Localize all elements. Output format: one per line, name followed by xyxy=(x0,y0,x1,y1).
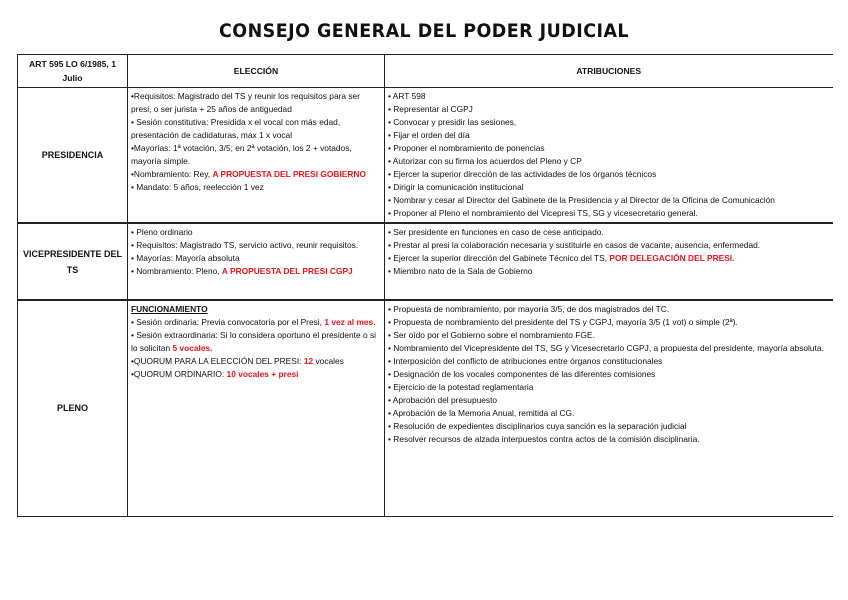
header-article: ART 595 LO 6/1985, 1 Julio xyxy=(18,55,128,88)
list-item xyxy=(388,155,830,168)
list-item xyxy=(388,103,830,116)
highlighted-text: A PROPUESTA DEL PRESI CGPJ xyxy=(221,266,353,276)
item-text: • Convocar y presidir las sesiones, xyxy=(388,117,517,127)
list-item xyxy=(388,116,830,129)
header-row xyxy=(18,55,833,88)
eleccion-cell xyxy=(128,300,385,516)
highlighted-text: 5 vocales. xyxy=(172,343,213,353)
highlighted-text: 12 xyxy=(303,356,314,366)
item-text: • Sesión constitutiva: Presidida x el vocal con más edad, presentación de cadidaturas, max 1 x vocal xyxy=(131,117,341,140)
item-text: • Ejercer la superior dirección de las actividades de los órganos técnicos xyxy=(388,169,657,179)
item-text: • Interposición del conflicto de atribuciones entre órganos constitucionales xyxy=(388,356,663,366)
item-text: vocales xyxy=(313,356,344,366)
item-text: • Mandato: 5 años, reelección 1 vez xyxy=(131,182,264,192)
list-item xyxy=(388,207,830,220)
list-item xyxy=(388,129,830,142)
item-text: • Sesión ordinaria: Previa convocatoria por el Presi, xyxy=(131,317,325,327)
list-item xyxy=(388,381,830,394)
list-item xyxy=(131,239,381,252)
list-item xyxy=(388,181,830,194)
list-item xyxy=(388,420,830,433)
atribuciones-cell xyxy=(385,223,833,300)
highlighted-text: 1 vez al mes. xyxy=(324,317,376,327)
list-item xyxy=(131,316,381,329)
item-text: • Ser presidente en funciones en caso de cese anticipado. xyxy=(388,227,604,237)
item-text: • Pleno ordinario xyxy=(131,227,193,237)
list-item xyxy=(388,342,830,355)
item-text: • Representar al CGPJ xyxy=(388,104,473,114)
list-item xyxy=(131,355,381,368)
list-item xyxy=(388,252,830,265)
list-item xyxy=(388,226,830,239)
header-atribuciones: ATRIBUCIONES xyxy=(385,55,833,88)
list-item xyxy=(388,355,830,368)
list-item xyxy=(131,168,381,181)
list-item xyxy=(131,226,381,239)
list-item xyxy=(131,252,381,265)
item-text: •Requisitos: Magistrado del TS y reunir los requisitos para ser presi, o ser jurista + 25 años de antiguedad xyxy=(131,91,361,114)
item-text: • Aprobación del presupuesto xyxy=(388,395,498,405)
item-text: • Mayorías: Mayoría absoluta xyxy=(131,253,240,263)
item-text: • Propuesta de nombramiento, por mayoría 3/5, de dos magistrados del TC. xyxy=(388,304,670,314)
highlighted-text: 10 vocales + presi xyxy=(226,369,299,379)
row-label: PLENO xyxy=(18,300,128,516)
item-text: •QUORUM PARA LA ELECCIÓN DEL PRESI: xyxy=(131,356,304,366)
item-text: • Fijar el orden del día xyxy=(388,130,470,140)
list-item xyxy=(388,368,830,381)
list-item xyxy=(131,303,381,316)
list-item xyxy=(131,181,381,194)
list-item xyxy=(388,394,830,407)
list-item xyxy=(388,168,830,181)
eleccion-cell xyxy=(128,223,385,300)
row-label: VICEPRESIDENTE DEL TS xyxy=(18,223,128,300)
section-heading: FUNCIONAMIENTO xyxy=(131,304,208,314)
item-text: • Nombrar y cesar al Director del Gabinete de la Presidencia y al Director de la Oficina de Comunicación xyxy=(388,195,775,205)
item-text: • Propuesta de nombramiento del presidente del TS y CGPJ, mayoría 3/5 (1 vot) o simple (2ª). xyxy=(388,317,738,327)
item-text: • Resolución de expedientes disciplinarios cuya sanción es la separación judicial xyxy=(388,421,687,431)
atribuciones-cell xyxy=(385,300,833,516)
row-label: PRESIDENCIA xyxy=(18,88,128,224)
item-text: • Ejercer la superior dirección del Gabinete Técnico del TS, xyxy=(388,253,610,263)
list-item xyxy=(388,303,830,316)
item-text: •Nombramiento: Rey, xyxy=(131,169,213,179)
item-text: • Proponer el nombramiento de ponencias xyxy=(388,143,545,153)
list-item xyxy=(388,433,830,446)
highlighted-text: POR DELEGACIÓN DEL PRESI. xyxy=(609,253,735,263)
list-item xyxy=(131,90,381,116)
list-item xyxy=(388,90,830,103)
highlighted-text: A PROPUESTA DEL PRESI GOBIERNO xyxy=(212,169,366,179)
list-item xyxy=(131,142,381,168)
item-text: • Dirigir la comunicación institucional xyxy=(388,182,524,192)
eleccion-cell xyxy=(128,88,385,224)
item-text: • Prestar al presi la colaboración necesaria y sustituirle en casos de vacante, ausencia, enfermedad. xyxy=(388,240,761,250)
item-text: • Sesión extraordinaria: Si lo considera oportuno el presidente o si lo solicitan xyxy=(131,330,377,353)
item-text: • Resolver recursos de alzada interpuestos contra actos de la comisión disciplinaria. xyxy=(388,434,700,444)
item-text: • ART 598 xyxy=(388,91,426,101)
item-text: •QUORUM ORDINARIO: xyxy=(131,369,227,379)
list-item xyxy=(388,329,830,342)
item-text: • Requisitos: Magistrado TS, servicio activo, reunir requisitos. xyxy=(131,240,359,250)
item-text: •Mayorías: 1ª votación, 3/5; en 2ª votación, los 2 + votados, mayoría simple. xyxy=(131,143,352,166)
list-item xyxy=(388,407,830,420)
item-text: • Aprobación de la Memoria Anual, remitida al CG. xyxy=(388,408,575,418)
item-text: • Ser oído por el Gobierno sobre el nombramiento FGE. xyxy=(388,330,595,340)
list-item xyxy=(388,316,830,329)
list-item xyxy=(131,368,381,381)
item-text: • Proponer al Pleno el nombramiento del Vicepresi TS, SG y vicesecretario general. xyxy=(388,208,698,218)
list-item xyxy=(131,329,381,355)
item-text: • Designación de los vocales componentes de las diferentes comisiones xyxy=(388,369,656,379)
item-text: • Nombramiento: Pleno, xyxy=(131,266,222,276)
header-eleccion: ELECCIÓN xyxy=(128,55,385,88)
item-text: • Nombramiento del Vicepresidente del TS, SG y Vicesecretario CGPJ, a propuesta del presidente, mayoría absoluta. xyxy=(388,343,824,353)
list-item xyxy=(388,142,830,155)
list-item xyxy=(388,265,830,278)
cgpj-table xyxy=(17,54,833,517)
atribuciones-cell xyxy=(385,88,833,224)
list-item xyxy=(388,194,830,207)
row-presidencia xyxy=(18,88,833,224)
item-text: • Autorizar con su firma los acuerdos del Pleno y CP xyxy=(388,156,582,166)
item-text: • Ejercicio de la potestad reglamentaria xyxy=(388,382,534,392)
row-pleno xyxy=(18,300,833,516)
list-item xyxy=(388,239,830,252)
item-text: • Miembro nato de la Sala de Gobierno xyxy=(388,266,533,276)
list-item xyxy=(131,116,381,142)
list-item xyxy=(131,265,381,278)
row-vicepresidente xyxy=(18,223,833,300)
page-title: CONSEJO GENERAL DEL PODER JUDICIAL xyxy=(218,20,630,42)
